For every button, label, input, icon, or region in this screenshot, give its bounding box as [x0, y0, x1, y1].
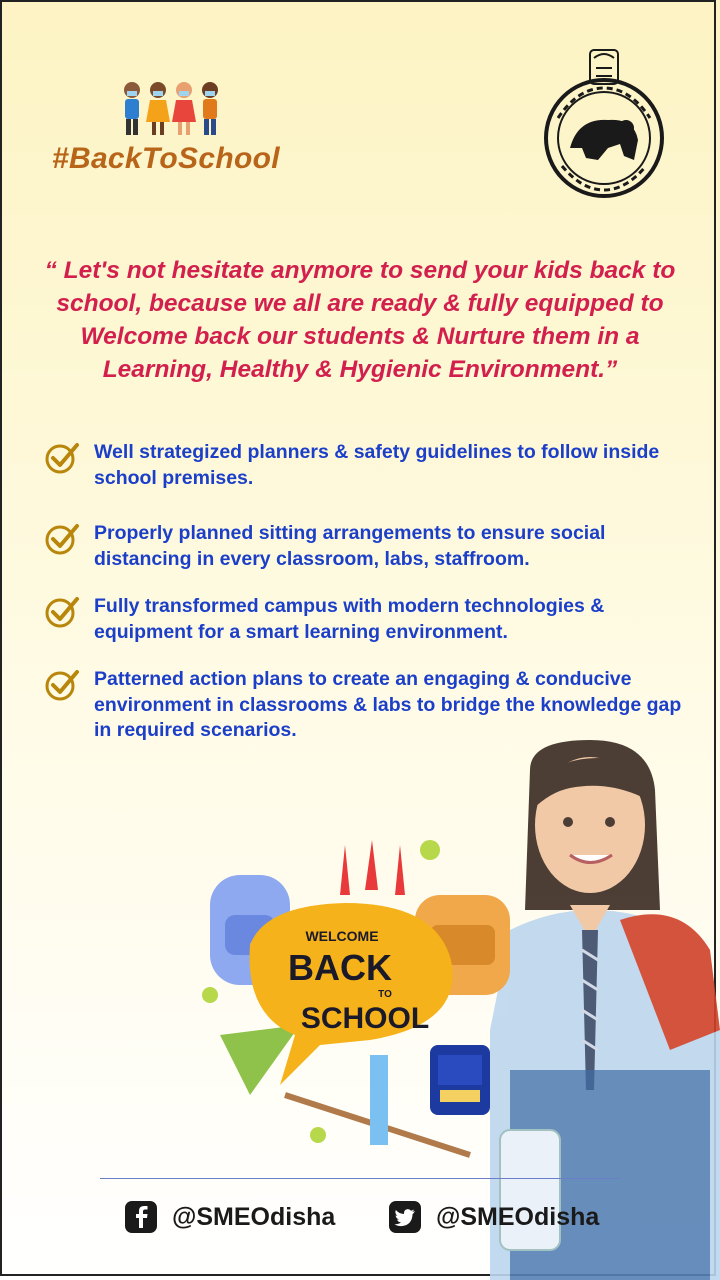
- facebook-handle: @SMEOdisha: [172, 1202, 336, 1231]
- welcome-label: WELCOME: [305, 928, 379, 944]
- facebook-link[interactable]: [124, 1197, 335, 1237]
- check-circle-icon: [44, 440, 80, 476]
- feature-text: Well strategized planners & safety guidelines to follow inside school premises.: [94, 441, 660, 489]
- kids-with-masks-icon: [118, 78, 228, 140]
- feature-item: [44, 594, 694, 645]
- features-list: [44, 440, 694, 763]
- feature-text: Patterned action plans to create an engaging & conducive environment in classrooms & labs to bridge the knowledge gap in required scenarios.: [94, 668, 682, 741]
- quote-text: “ Let's not hesitate anymore to send your kids back to school, because we all are ready & fully equipped to Welcome back our students & Nurture them in a Learning, Healthy & Hygienic Environment.”: [44, 257, 676, 383]
- twitter-link[interactable]: [388, 1197, 599, 1237]
- back-label: BACK: [288, 947, 392, 988]
- feature-item: [44, 521, 694, 572]
- school-label: SCHOOL: [300, 1002, 430, 1035]
- hashtag-title: #BackToSchool: [52, 142, 280, 175]
- back-to-school-illustration: [190, 835, 530, 1165]
- check-circle-icon: [44, 594, 80, 630]
- odisha-government-emblem-icon: [538, 48, 670, 198]
- feature-item: [44, 440, 694, 491]
- check-circle-icon: [44, 521, 80, 557]
- twitter-handle: @SMEOdisha: [436, 1202, 600, 1231]
- to-label: TO: [378, 989, 392, 1000]
- facebook-icon: [124, 1200, 158, 1234]
- footer-divider: [100, 1178, 620, 1179]
- feature-text: Fully transformed campus with modern technologies & equipment for a smart learning environment.: [94, 595, 605, 643]
- twitter-icon: [388, 1200, 422, 1234]
- feature-text: Properly planned sitting arrangements to ensure social distancing in every classroom, labs, staffroom.: [94, 522, 606, 570]
- check-circle-icon: [44, 667, 80, 703]
